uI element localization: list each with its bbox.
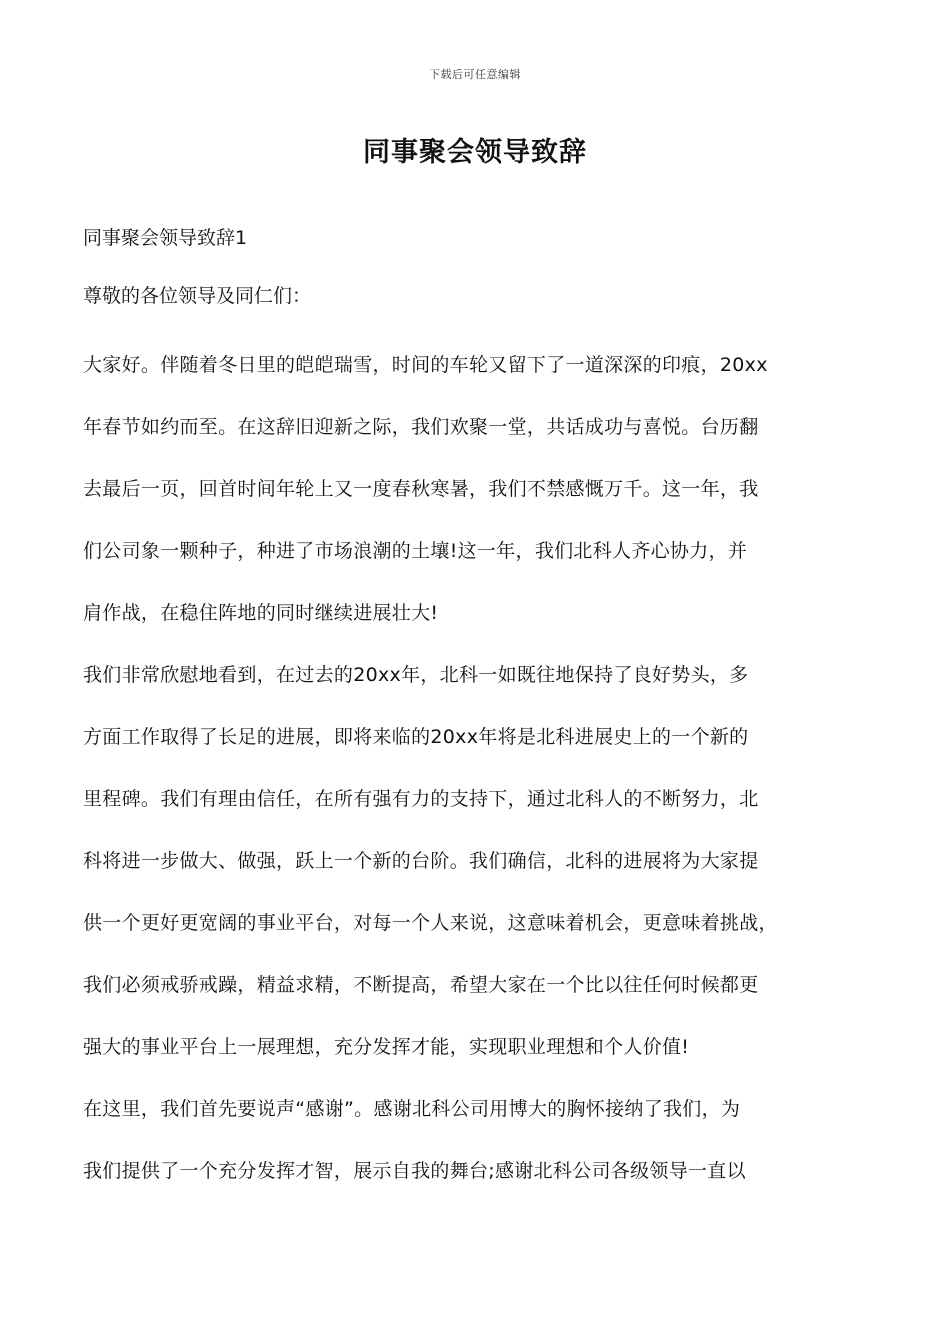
section-subtitle: 同事聚会领导致辞1 <box>83 227 248 249</box>
paragraph-line: 年春节如约而至。在这辞旧迎新之际，我们欢聚一堂，共话成功与喜悦。台历翻 <box>83 416 759 438</box>
paragraph-line: 强大的事业平台上一展理想，充分发挥才能，实现职业理想和个人价值! <box>83 1036 690 1058</box>
paragraph-1 <box>83 334 879 644</box>
paragraph-line: 肩作战，在稳住阵地的同时继续进展壮大! <box>83 602 439 624</box>
paragraph-3 <box>83 1078 879 1202</box>
paragraph-line: 去最后一页，回首时间年轮上又一度春秋寒暑，我们不禁感慨万千。这一年，我 <box>83 478 759 500</box>
paragraph-line: 大家好。伴随着冬日里的皑皑瑞雪，时间的车轮又留下了一道深深的印痕，20xx <box>83 354 768 376</box>
salutation: 尊敬的各位领导及同仁们： <box>83 285 312 307</box>
paragraph-line: 在这里，我们首先要说声“感谢”。感谢北科公司用博大的胸怀接纳了我们，为 <box>83 1098 741 1120</box>
paragraph-line: 科将进一步做大、做强，跃上一个新的台阶。我们确信，北科的进展将为大家提 <box>83 850 759 872</box>
paragraph-line: 供一个更好更宽阔的事业平台，对每一个人来说，这意味着机会，更意味着挑战， <box>83 912 778 934</box>
paragraph-line: 我们必须戒骄戒躁，精益求精，不断提高，希望大家在一个比以往任何时候都更 <box>83 974 759 996</box>
paragraph-line: 们公司象一颗种子，种进了市场浪潮的土壤!这一年，我们北科人齐心协力，并 <box>83 540 748 562</box>
paragraph-line: 里程碑。我们有理由信任，在所有强有力的支持下，通过北科人的不断努力，北 <box>83 788 759 810</box>
paragraph-line: 方面工作取得了长足的进展，即将来临的20xx年将是北科进展史上的一个新的 <box>83 726 749 748</box>
document-title: 同事聚会领导致辞 <box>363 137 587 168</box>
document-body <box>83 222 879 1202</box>
paragraph-line: 我们非常欣慰地看到，在过去的20xx年，北科一如既往地保持了良好势头，多 <box>83 664 749 686</box>
paragraph-2 <box>83 644 879 1078</box>
header-note: 下载后可任意编辑 <box>429 68 521 81</box>
paragraph-line: 我们提供了一个充分发挥才智，展示自我的舞台;感谢北科公司各级领导一直以 <box>83 1160 746 1182</box>
